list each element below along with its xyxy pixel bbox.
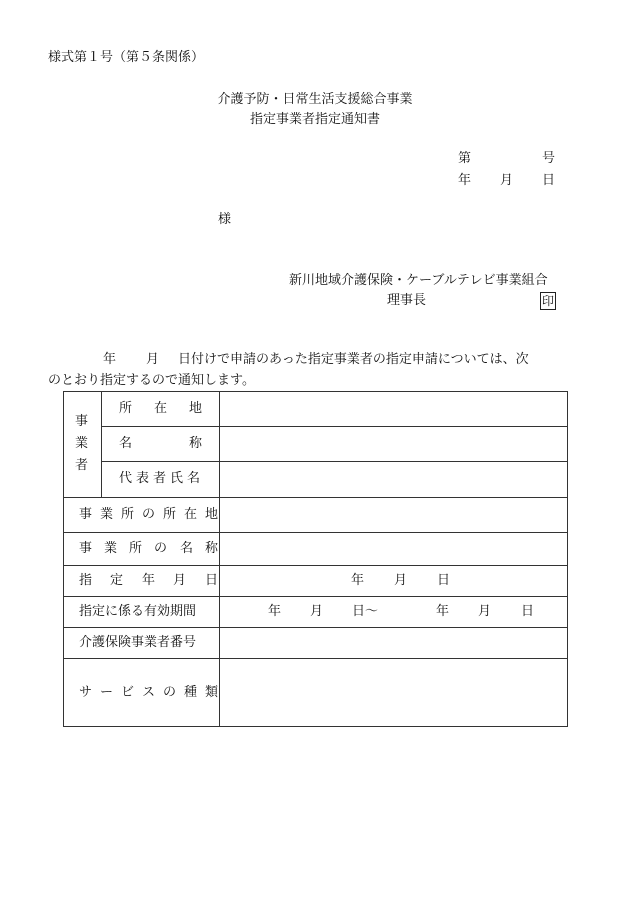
label-representative: 代表者氏名 xyxy=(119,471,205,486)
body-text-line2: のとおり指定するので通知します。 xyxy=(48,373,255,388)
label-insurer-number: 介護保険事業者番号 xyxy=(79,635,197,650)
form-number: 様式第１号（第５条関係） xyxy=(48,50,205,65)
label-address-char: 所 xyxy=(119,401,133,416)
operator-group-char-3: 者 xyxy=(75,458,89,473)
designation-year: 年 xyxy=(351,573,365,588)
body-year: 年 xyxy=(103,352,117,367)
validity-to-year: 年 xyxy=(436,604,450,619)
label-address-char: 地 xyxy=(189,401,203,416)
addressee-suffix: 様 xyxy=(218,212,232,227)
validity-from-month: 月 xyxy=(310,604,324,619)
body-month: 月 xyxy=(146,352,160,367)
insurer-number-value[interactable] xyxy=(220,628,567,658)
label-validity-period: 指定に係る有効期間 xyxy=(79,604,197,619)
issue-date-day: 日 xyxy=(542,173,556,188)
doc-number-suffix: 号 xyxy=(542,151,556,166)
designation-table: 事 業 者 所 在 地 名 称 代表者氏名 事 業 所 の 所 在 地 事 業 所 の 名 称 指 定 年 月 日 年 月 日 指定に係る有効期間 年 月 日～ 年 月 日 介護保険事業者番号 サ ー ビ ス の 種 類 xyxy=(63,391,568,727)
label-address-char: 在 xyxy=(154,401,168,416)
representative-value[interactable] xyxy=(220,462,567,497)
seal-mark: 印 xyxy=(541,294,554,308)
body-rest: 日付けで申請のあった指定事業者の指定申請については、次 xyxy=(178,352,529,367)
service-type-value[interactable] xyxy=(220,659,567,726)
operator-address-value[interactable] xyxy=(220,392,567,426)
office-name-value[interactable] xyxy=(220,533,567,565)
office-address-value[interactable] xyxy=(220,498,567,532)
label-name-char: 称 xyxy=(189,436,203,451)
issuer-title: 理事長 xyxy=(387,293,427,308)
document-title-line1: 介護予防・日常生活支援総合事業 xyxy=(217,92,413,107)
validity-from-day: 日～ xyxy=(352,604,379,619)
validity-from-year: 年 xyxy=(268,604,282,619)
issue-date-month: 月 xyxy=(500,173,514,188)
operator-group-char-1: 事 xyxy=(75,414,89,429)
designation-day: 日 xyxy=(437,573,451,588)
issuer-organization: 新川地域介護保険・ケーブルテレビ事業組合 xyxy=(289,273,548,288)
issue-date-year: 年 xyxy=(458,173,472,188)
operator-group-char-2: 業 xyxy=(75,436,89,451)
operator-name-value[interactable] xyxy=(220,427,567,461)
validity-to-day: 日 xyxy=(521,604,535,619)
designation-month: 月 xyxy=(394,573,408,588)
document-title-line2: 指定事業者指定通知書 xyxy=(249,112,380,127)
validity-to-month: 月 xyxy=(478,604,492,619)
label-name-char: 名 xyxy=(119,436,133,451)
doc-number-prefix: 第 xyxy=(458,151,472,166)
